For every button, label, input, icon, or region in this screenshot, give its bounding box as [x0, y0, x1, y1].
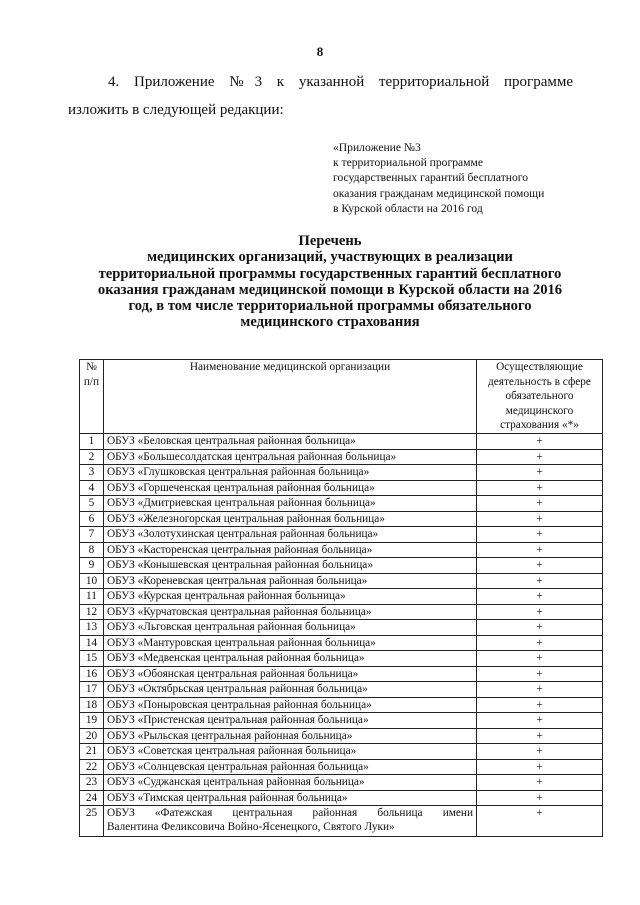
row-name: ОБУЗ «Солнцевская центральная районная больница»: [104, 759, 477, 775]
row-oms-mark: +: [477, 558, 603, 574]
header-oms: Осуществляющие деятельность в сфере обязательного медицинского страхования «*»: [477, 360, 603, 434]
row-num: 11: [80, 589, 104, 605]
row-oms-mark: +: [477, 744, 603, 760]
row-oms-mark: +: [477, 465, 603, 481]
row-name: ОБУЗ «Пристенская центральная районная больница»: [104, 713, 477, 729]
row-name: ОБУЗ «Советская центральная районная больница»: [104, 744, 477, 760]
row-num: 24: [80, 790, 104, 806]
row-num: 25: [80, 806, 104, 837]
row-oms-mark: +: [477, 713, 603, 729]
row-name: ОБУЗ «Тимская центральная районная больница»: [104, 790, 477, 806]
row-num: 16: [80, 666, 104, 682]
row-name: ОБУЗ «Кореневская центральная районная больница»: [104, 573, 477, 589]
row-name: ОБУЗ «Курская центральная районная больница»: [104, 589, 477, 605]
row-num: 7: [80, 527, 104, 543]
table-row: [80, 697, 603, 713]
header-name: Наименование медицинской организации: [104, 360, 477, 434]
appendix-line: «Приложение №3: [333, 141, 421, 154]
row-num: 12: [80, 604, 104, 620]
row-num: 2: [80, 449, 104, 465]
header-num: № п/п: [80, 360, 104, 434]
row-name: ОБУЗ «Беловская центральная районная больница»: [104, 434, 477, 450]
row-oms-mark: +: [477, 620, 603, 636]
list-title-line: год, в том числе территориальной программы обязательного: [128, 298, 532, 315]
list-title: [80, 233, 580, 331]
row-num: 22: [80, 759, 104, 775]
row-name-line-1: ОБУЗ «Фатежская центральная районная больница имени: [107, 807, 473, 819]
table-header-row: [80, 360, 603, 434]
row-oms-mark: +: [477, 449, 603, 465]
row-num: 4: [80, 480, 104, 496]
list-title-line: оказания гражданам медицинской помощи в Курской области на 2016: [97, 281, 563, 298]
row-oms-mark: +: [477, 682, 603, 698]
table-row: [80, 666, 603, 682]
row-oms-mark: +: [477, 759, 603, 775]
table-row: [80, 480, 603, 496]
table-row: [80, 511, 603, 527]
appendix-line: в Курской области на 2016 год: [333, 201, 483, 215]
row-oms-mark: +: [477, 728, 603, 744]
appendix-line: оказания гражданам медицинской помощи: [333, 186, 545, 200]
table-row: [80, 744, 603, 760]
table-row: [80, 496, 603, 512]
row-num: 14: [80, 635, 104, 651]
table-row: [80, 527, 603, 543]
row-num: 9: [80, 558, 104, 574]
table-body: [80, 434, 603, 837]
list-title-line: медицинских организаций, участвующих в реализации: [147, 249, 513, 266]
list-title-line: медицинского страхования: [240, 314, 420, 331]
table-row: [80, 759, 603, 775]
table-row: [80, 558, 603, 574]
row-oms-mark: +: [477, 666, 603, 682]
table-row: [80, 604, 603, 620]
appendix-line: к территориальной программе: [333, 156, 483, 170]
intro-paragraph: [68, 68, 573, 124]
table-row: [80, 635, 603, 651]
table-row: [80, 790, 603, 806]
row-name: ОБУЗ «Глушковская центральная районная больница»: [104, 465, 477, 481]
row-name: ОБУЗ «Медвенская центральная районная больница»: [104, 651, 477, 667]
row-num: 13: [80, 620, 104, 636]
row-name: ОБУЗ «Мантуровская центральная районная больница»: [104, 635, 477, 651]
row-num: 5: [80, 496, 104, 512]
row-name: ОБУЗ «Большесолдатская центральная районная больница»: [104, 449, 477, 465]
row-name: ОБУЗ «Конышевская центральная районная больница»: [104, 558, 477, 574]
table-row: [80, 682, 603, 698]
row-oms-mark: +: [477, 806, 603, 837]
appendix-note: [333, 140, 603, 216]
row-name: ОБУЗ «Курчатовская центральная районная больница»: [104, 604, 477, 620]
intro-line-2: изложить в следующей редакции:: [68, 102, 284, 118]
page-number: 8: [316, 44, 324, 59]
table-row: [80, 449, 603, 465]
row-oms-mark: +: [477, 635, 603, 651]
row-name: ОБУЗ «Льговская центральная районная больница»: [104, 620, 477, 636]
row-num: 23: [80, 775, 104, 791]
row-oms-mark: +: [477, 589, 603, 605]
table-row: [80, 434, 603, 450]
table-row: [80, 542, 603, 558]
row-oms-mark: +: [477, 527, 603, 543]
row-oms-mark: +: [477, 697, 603, 713]
row-oms-mark: +: [477, 511, 603, 527]
row-num: 20: [80, 728, 104, 744]
row-num: 1: [80, 434, 104, 450]
row-num: 17: [80, 682, 104, 698]
row-oms-mark: +: [477, 573, 603, 589]
row-num: 3: [80, 465, 104, 481]
row-name: ОБУЗ «Обоянская центральная районная больница»: [104, 666, 477, 682]
table-row: [80, 620, 603, 636]
row-oms-mark: +: [477, 434, 603, 450]
row-name: [104, 806, 477, 837]
row-name-line-2: Валентина Феликсовича Войно-Ясенецкого, Святого Луки»: [107, 820, 395, 833]
row-name: ОБУЗ «Поныровская центральная районная больница»: [104, 697, 477, 713]
row-num: 10: [80, 573, 104, 589]
row-oms-mark: +: [477, 480, 603, 496]
list-title-line: территориальной программы государственных гарантий бесплатного: [98, 265, 562, 282]
row-oms-mark: +: [477, 604, 603, 620]
row-name: ОБУЗ «Дмитриевская центральная районная больница»: [104, 496, 477, 512]
intro-line-1: 4. Приложение №3 к указанной территориальной программе: [108, 74, 573, 90]
row-name: ОБУЗ «Золотухинская центральная районная больница»: [104, 527, 477, 543]
row-oms-mark: +: [477, 496, 603, 512]
row-num: 19: [80, 713, 104, 729]
table-row: [80, 589, 603, 605]
appendix-line: государственных гарантий бесплатного: [333, 171, 529, 185]
row-name: ОБУЗ «Железногорская центральная районная больница»: [104, 511, 477, 527]
row-num: 6: [80, 511, 104, 527]
table-row: [80, 728, 603, 744]
row-oms-mark: +: [477, 775, 603, 791]
row-name: ОБУЗ «Октябрьская центральная районная больница»: [104, 682, 477, 698]
row-name: ОБУЗ «Касторенская центральная районная больница»: [104, 542, 477, 558]
row-name: ОБУЗ «Суджанская центральная районная больница»: [104, 775, 477, 791]
row-oms-mark: +: [477, 651, 603, 667]
row-name: ОБУЗ «Рыльская центральная районная больница»: [104, 728, 477, 744]
row-name: ОБУЗ «Горшеченская центральная районная больница»: [104, 480, 477, 496]
list-title-line: Перечень: [298, 233, 362, 249]
table-row-last: [80, 806, 603, 837]
row-num: 18: [80, 697, 104, 713]
row-oms-mark: +: [477, 542, 603, 558]
row-num: 15: [80, 651, 104, 667]
row-oms-mark: +: [477, 790, 603, 806]
table-row: [80, 465, 603, 481]
row-num: 21: [80, 744, 104, 760]
table-row: [80, 573, 603, 589]
table-row: [80, 775, 603, 791]
table-row: [80, 651, 603, 667]
table-row: [80, 713, 603, 729]
row-num: 8: [80, 542, 104, 558]
organizations-table: [79, 359, 603, 837]
